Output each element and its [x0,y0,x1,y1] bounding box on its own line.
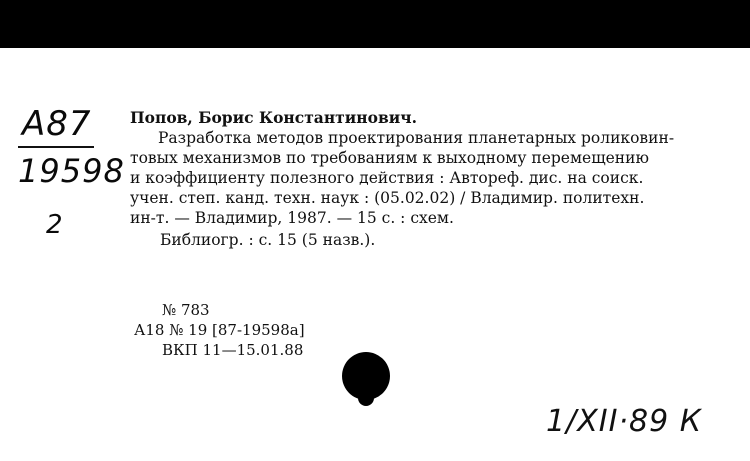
card-number: № 783 [162,301,210,319]
bibliography-note: Библиогр. : с. 15 (5 назв.). [160,231,376,249]
description-line: ин-т. — Владимир, 1987. — 15 с. : схем. [130,209,454,227]
description-line: учен. степ. канд. техн. наук : (05.02.02) / Владимир. политехн. [130,189,645,207]
author-heading [130,108,417,128]
description-line: Разработка методов проектирования планетарных роликовин- [158,129,675,147]
bkp-code: ВКП 11—15.01.88 [162,341,304,359]
punch-hole-notch [358,384,374,406]
author-name: Попов, Борис Константинович. [130,108,417,127]
description-line: и коэффициенту полезного действия : Автореф. дис. на соиск. [130,169,644,187]
handwritten-mark: 2 [46,210,63,240]
date-stamp: 1/XII·89 К [546,404,702,439]
shelfmark-top: A87 [22,104,92,144]
a18-code: А18 № 19 [87-19598а] [134,321,305,339]
description-line: товых механизмов по требованиям к выходному перемещению [130,149,649,167]
catalog-codes [134,300,305,360]
description-block [130,128,710,228]
shelfmark-divider [18,146,94,148]
shelfmark-bottom: 19598 [18,152,125,190]
